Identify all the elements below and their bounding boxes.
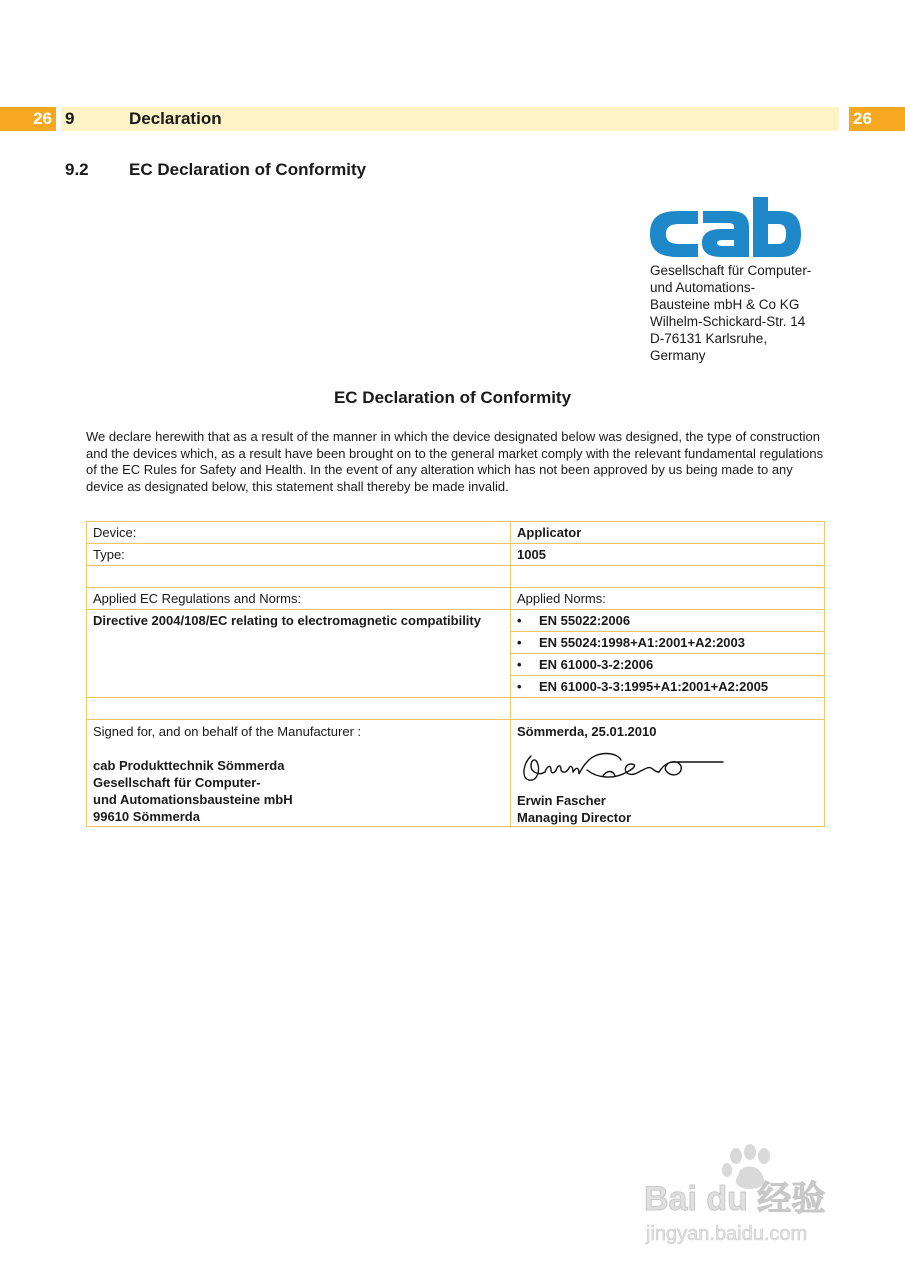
empty-cell <box>87 698 511 720</box>
place-date: Sömmerda, 25.01.2010 <box>517 724 657 739</box>
manufacturer-line: und Automationsbausteine mbH <box>93 792 293 807</box>
cab-logo-graphic <box>648 195 803 259</box>
section-number: 9.2 <box>65 160 89 179</box>
signature-cell <box>511 720 825 827</box>
declaration-title: EC Declaration of Conformity <box>333 388 572 407</box>
page-number-left: 26 <box>0 107 56 131</box>
page-number-right: 26 <box>849 107 905 131</box>
type-label: Type: <box>87 544 511 566</box>
bullet: • <box>517 657 522 672</box>
baidu-watermark <box>640 1140 855 1250</box>
norm-text: EN 55022:2006 <box>539 613 631 628</box>
norm-item <box>511 632 825 654</box>
conformity-table <box>86 521 825 827</box>
signature-image <box>517 742 727 792</box>
norm-text: EN 55024:1998+A1:2001+A2:2003 <box>539 635 745 650</box>
table-row <box>87 544 825 566</box>
table-row <box>87 698 825 720</box>
manufacturer-line: Gesellschaft für Computer- <box>93 775 261 790</box>
address-line: Bausteine mbH & Co KG <box>650 297 800 312</box>
empty-cell <box>511 698 825 720</box>
bullet: • <box>517 679 522 694</box>
type-value: 1005 <box>511 544 825 566</box>
norm-item <box>511 654 825 676</box>
norm-item <box>511 610 825 632</box>
norm-text: EN 61000-3-3:1995+A1:2001+A2:2005 <box>539 679 769 694</box>
device-value: Applicator <box>511 522 825 544</box>
device-label: Device: <box>87 522 511 544</box>
empty-cell <box>511 566 825 588</box>
company-address <box>650 262 850 364</box>
baidu-paw-icon <box>640 1140 855 1250</box>
norm-text: EN 61000-3-2:2006 <box>539 657 654 672</box>
address-line: Germany <box>650 348 706 363</box>
chapter-title: Declaration <box>129 109 222 128</box>
norms-label: Applied Norms: <box>511 588 825 610</box>
regs-label: Applied EC Regulations and Norms: <box>87 588 511 610</box>
cab-logo <box>648 195 803 264</box>
table-row <box>87 720 825 827</box>
chapter-number: 9 <box>65 109 75 128</box>
section-title: EC Declaration of Conformity <box>129 160 367 179</box>
directive-text: Directive 2004/108/EC relating to electromagnetic compatibility <box>87 610 511 698</box>
table-row <box>87 566 825 588</box>
table-row <box>87 588 825 610</box>
address-line: Gesellschaft für Computer- <box>650 263 812 278</box>
watermark-brand: Bai du 经验 <box>644 1180 826 1218</box>
norm-item <box>511 676 825 698</box>
bullet: • <box>517 635 522 650</box>
empty-cell <box>87 566 511 588</box>
manufacturer-cell <box>87 720 511 827</box>
bullet: • <box>517 613 522 628</box>
address-line: Wilhelm-Schickard-Str. 14 <box>650 314 806 329</box>
declaration-intro: We declare herewith that as a result of the manner in which the device designated below was designed, the type of construction and the devices which, as a result have been brought on to the general market comply with the relevant fundamental regulations of the EC Rules for Safety and Health. In the event of any alteration which has not been approved by us being made to any device as designated below, this statement shall thereby be made invalid. <box>86 429 824 494</box>
signer-name: Erwin Fascher <box>517 793 606 808</box>
manufacturer-line: 99610 Sömmerda <box>93 809 200 824</box>
signer-title: Managing Director <box>517 810 632 825</box>
address-line: und Automations- <box>650 280 756 295</box>
signed-for-label: Signed for, and on behalf of the Manufacturer : <box>93 724 362 739</box>
manufacturer-line: cab Produkttechnik Sömmerda <box>93 758 285 773</box>
address-line: D-76131 Karlsruhe, <box>650 331 768 346</box>
watermark-url: jingyan.baidu.com <box>646 1223 808 1245</box>
table-row <box>87 522 825 544</box>
table-row <box>87 610 825 632</box>
